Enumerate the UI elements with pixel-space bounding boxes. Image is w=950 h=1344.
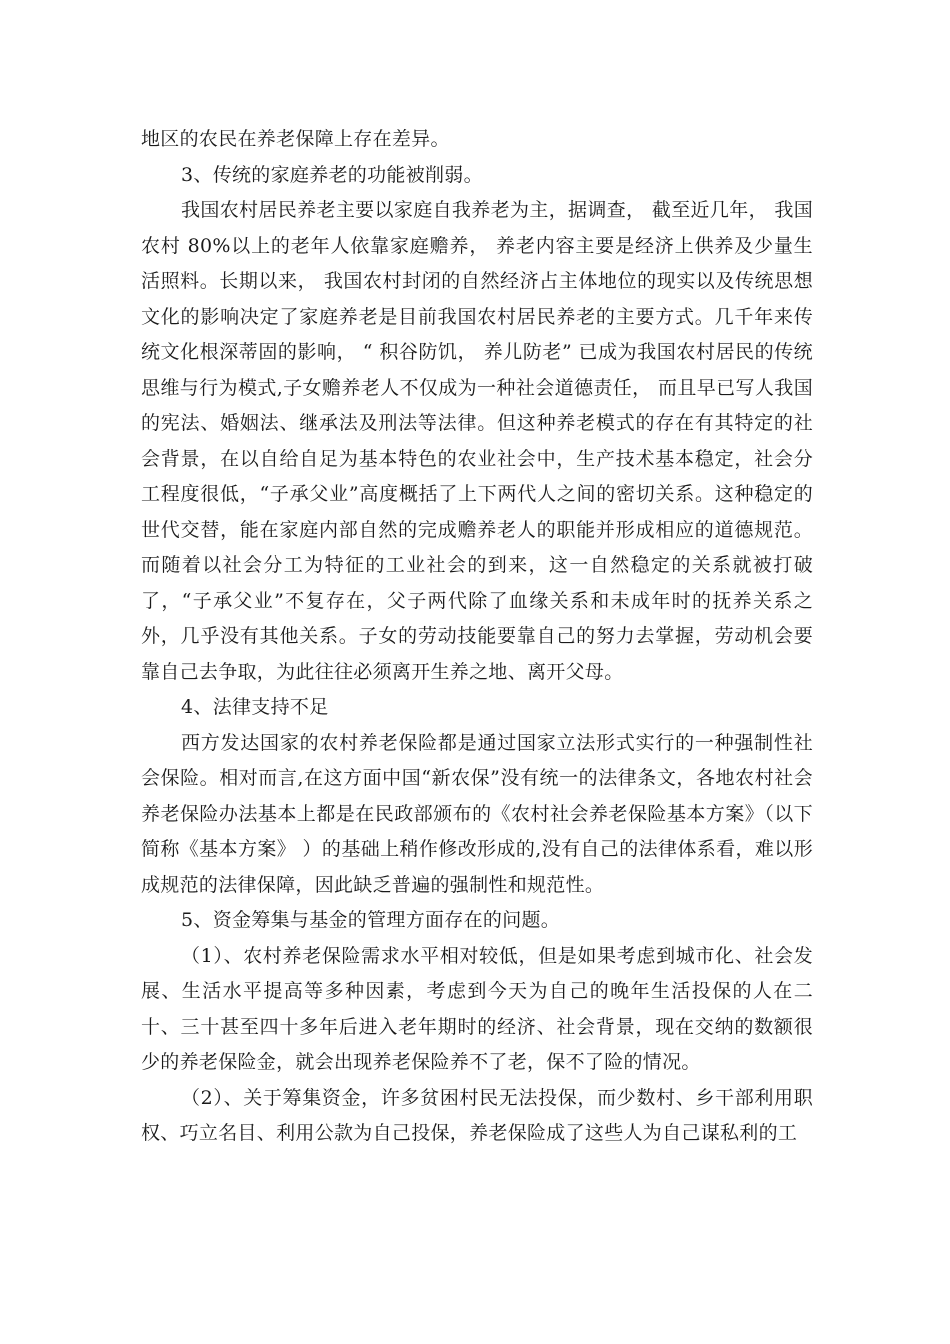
paragraph-item-1: （1）、农村养老保险需求水平相对较低，但是如果考虑到城市化、社会发展、生活水平提高等多种因素，考虑到今天为自己的晚年生活投保的人在二十、三十甚至四十多年后进入老年期时的经济、社会背景，现在交纳的数额很少的养老保险金，就会出现养老保险养不了老，保不了险的情况。 — [141, 944, 813, 1073]
paragraph-legal-support: 西方发达国家的农村养老保险都是通过国家立法形式实行的一种强制性社会保险。相对而言,在这方面中国“新农保”没有统一的法律条文，各地农村社会养老保险办法基本上都是在民政部颁布的《农村社会养老保险基本方案》（以下简称《基本方案》 ）的基础上稍作修改形成的,没有自己的法律体系看，难以形成规范的法律保障，因此缺乏普遍的强制性和规范性。 — [141, 731, 813, 896]
paragraph-family-pension: 我国农村居民养老主要以家庭自我养老为主，据调查， 截至近几年， 我国农村 80%以上的老年人依靠家庭赡养， 养老内容主要是经济上供养及少量生活照料。长期以来， 我国农村封闭的自然经济占主体地位的现实以及传统思想文化的影响决定了家庭养老是目前我国农村居民养老的主要方式。几千年来传统文化根深蒂固的影响， “ 积谷防饥， 养儿防老” 已成为我国农村居民的传统思维与行为模式,子女赡养老人不仅成为一种社会道德责任， 而且早已写人我国的宪法、婚姻法、继承法及刑法等法律。但这种养老模式的存在有其特定的社会背景，在以自给自足为基本特色的农业社会中，生产技术基本稳定，社会分工程度很低，“子承父业”高度概括了上下两代人之间的密切关系。这种稳定的世代交替，能在家庭内部自然的完成赡养老人的职能并形成相应的道德规范。而随着以社会分工为特征的工业社会的到来，这一自然稳定的关系就被打破了，“子承父业”不复存在，父子两代除了血缘关系和未成年时的抚养关系之外，几乎没有其他关系。子女的劳动技能要靠自己的努力去掌握，劳动机会要靠自己去争取，为此往往必须离开生养之地、离开父母。 — [141, 199, 813, 683]
section-heading-5: 5、资金筹集与基金的管理方面存在的问题。 — [181, 909, 561, 931]
section-heading-3: 3、传统的家庭养老的功能被削弱。 — [181, 163, 483, 186]
paragraph-item-2: （2）、关于筹集资金，许多贫困村民无法投保，而少数村、乡干部利用职权、巧立名目、利用公款为自己投保，养老保险成了这些人为自己谋私利的工 — [141, 1086, 813, 1144]
paragraph-continuation: 地区的农民在养老保障上存在差异。 — [141, 128, 450, 150]
section-heading-4: 4、法律支持不足 — [181, 696, 329, 718]
document-body — [141, 122, 813, 1152]
